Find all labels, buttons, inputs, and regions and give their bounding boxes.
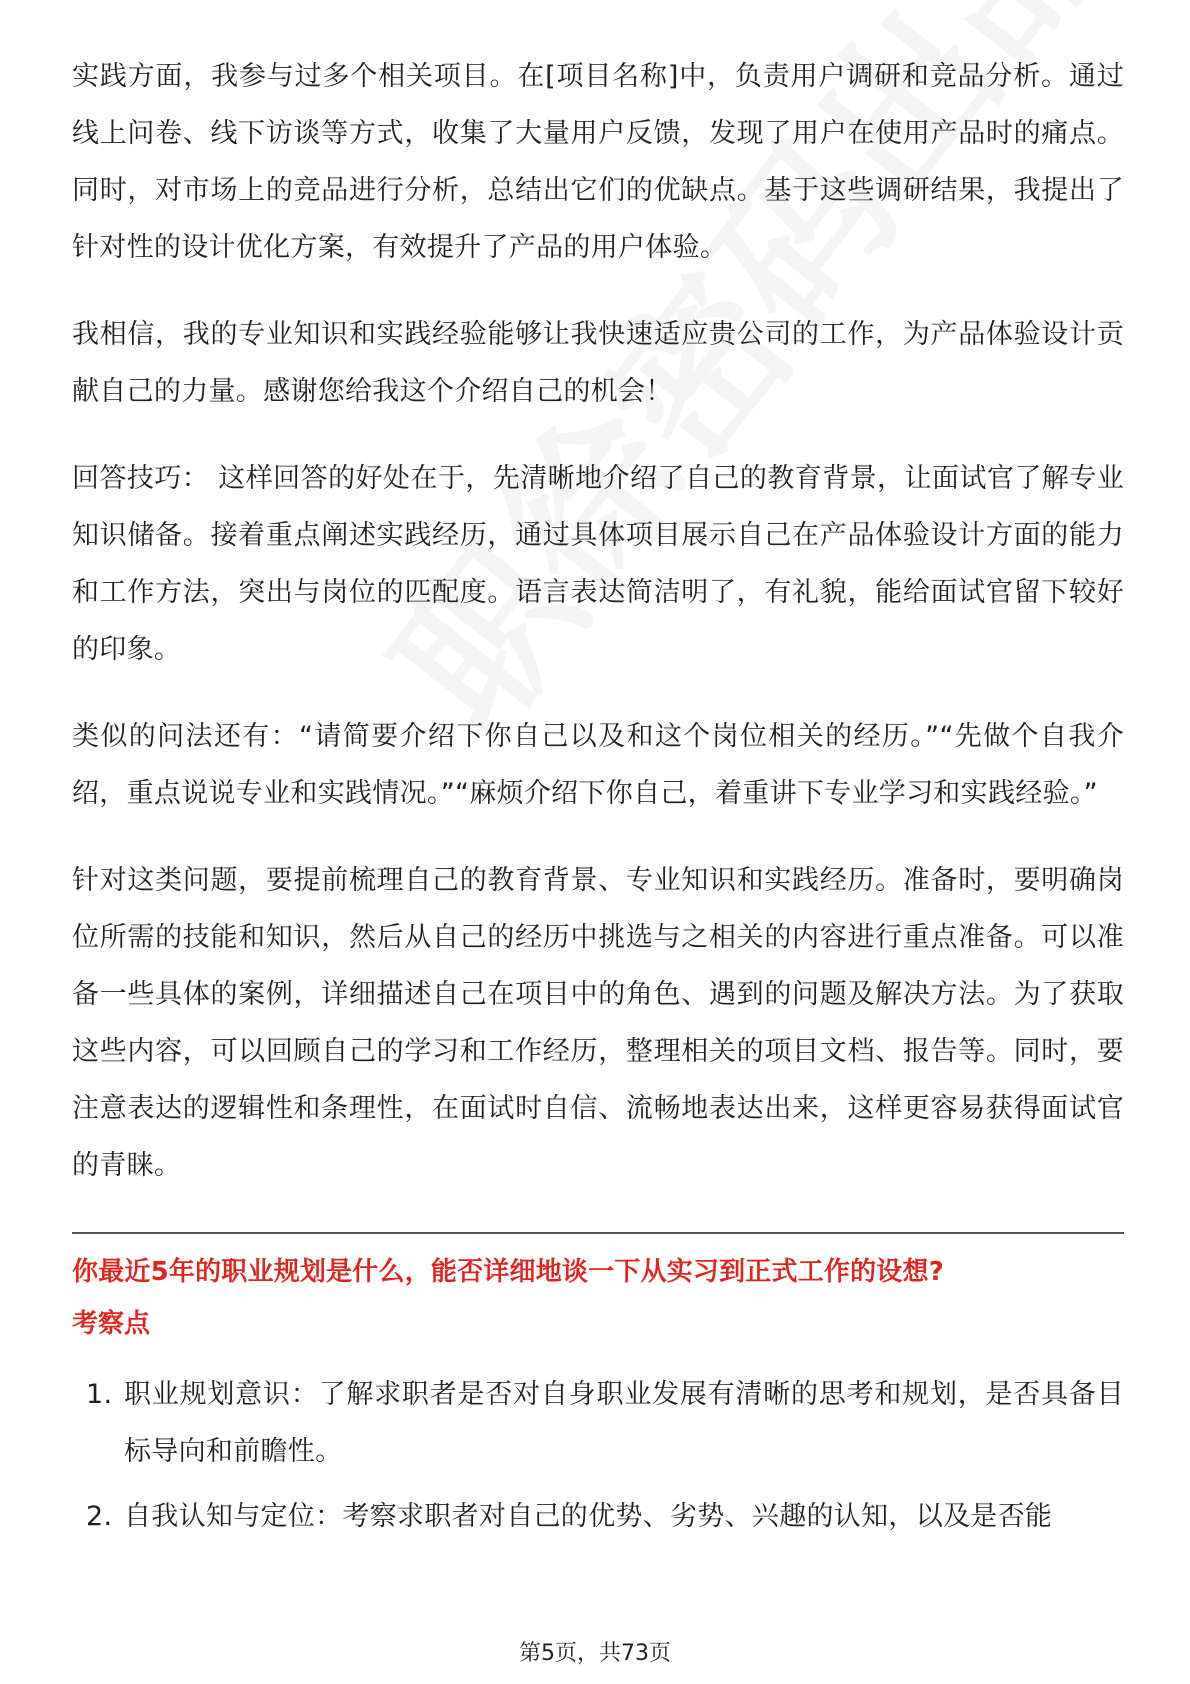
- section-divider: [72, 1232, 1124, 1234]
- question-heading: 你最近5年的职业规划是什么，能否详细地谈一下从实习到正式工作的设想?: [72, 1257, 944, 1287]
- page-footer: 第5页，共73页: [519, 1641, 671, 1666]
- list-item-number: 2.: [86, 1501, 113, 1532]
- list-item-text: 自我认知与定位：考察求职者对自己的优势、劣势、兴趣的认知，以及是否能: [124, 1501, 1053, 1532]
- list-item-text: 职业规划意识：了解求职者是否对自身职业发展有清晰的思考和规划，是否具备目标导向和前瞻性。: [124, 1379, 1124, 1467]
- assessment-points-label: 考察点: [72, 1309, 151, 1339]
- list-item: [72, 1488, 1124, 1545]
- paragraph-preparation: 针对这类问题，要提前梳理自己的教育背景、专业知识和实践经历。准备时，要明确岗位所需的技能和知识，然后从自己的经历中挑选与之相关的内容进行重点准备。可以准备一些具体的案例，详细描述自己在项目中的角色、遇到的问题及解决方法。为了获取这些内容，可以回顾自己的学习和工作经历，整理相关的项目文档、报告等。同时，要注意表达的逻辑性和条理性，在面试时自信、流畅地表达出来，这样更容易获得面试官的青睐。: [72, 865, 1124, 1181]
- paragraph-closing: 我相信，我的专业知识和实践经验能够让我快速适应贵公司的工作，为产品体验设计贡献自己的力量。感谢您给我这个介绍自己的机会！: [72, 319, 1124, 407]
- paragraph-similar-questions: 类似的问法还有：“请简要介绍下你自己以及和这个岗位相关的经历。”“先做个自我介绍，重点说说专业和实践情况。”“麻烦介绍下你自己，着重讲下专业学习和实践经验。”: [72, 721, 1124, 809]
- list-item: [72, 1366, 1124, 1480]
- paragraph-practice: 实践方面，我参与过多个相关项目。在[项目名称]中，负责用户调研和竞品分析。通过线上问卷、线下访谈等方式，收集了大量用户反馈，发现了用户在使用产品时的痛点。同时，对市场上的竞品进行分析，总结出它们的优缺点。基于这些调研结果，我提出了针对性的设计优化方案，有效提升了产品的用户体验。: [72, 61, 1124, 263]
- assessment-points-list: [72, 1366, 1124, 1545]
- page-content: [72, 48, 1124, 1553]
- list-item-number: 1.: [86, 1379, 113, 1410]
- paragraph-answer-tips: 回答技巧： 这样回答的好处在于，先清晰地介绍了自己的教育背景，让面试官了解专业知识储备。接着重点阐述实践经历，通过具体项目展示自己在产品体验设计方面的能力和工作方法，突出与岗位的匹配度。语言表达简洁明了，有礼貌，能给面试官留下较好的印象。: [72, 463, 1124, 665]
